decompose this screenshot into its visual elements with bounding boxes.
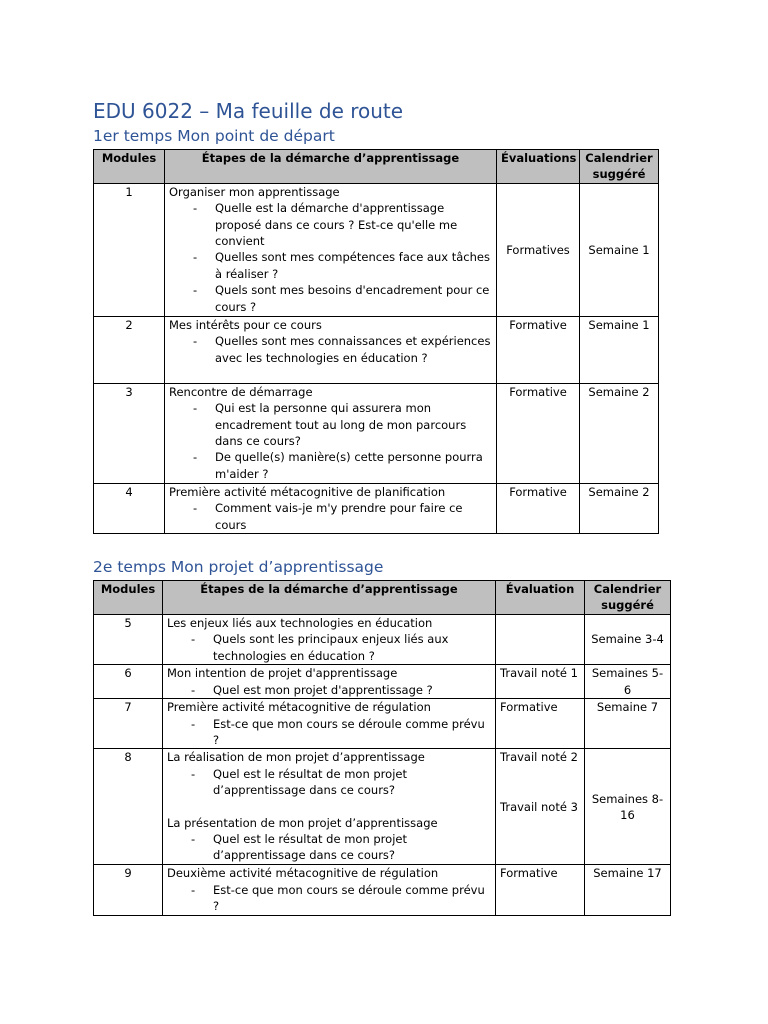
question-list bbox=[167, 682, 491, 698]
module-number: 6 bbox=[94, 665, 163, 699]
evaluation-cell: Formative bbox=[497, 316, 580, 383]
list-item: - De quelle(s) manière(s) cette personne pourra m'aider ? bbox=[215, 449, 492, 482]
list-item: - Quelles sont mes connaissances et expériences avec les technologies en éducation ? bbox=[215, 333, 492, 366]
header-evaluation: Évaluations bbox=[497, 150, 580, 184]
table-row bbox=[94, 383, 659, 483]
step-title: Deuxième activité métacognitive de régulation bbox=[167, 866, 439, 881]
step-title: Rencontre de démarrage bbox=[169, 384, 313, 399]
step-title: Mon intention de projet d'apprentissage bbox=[167, 666, 398, 681]
table-header-row bbox=[94, 150, 659, 184]
evaluation-cell: Travail noté 1 bbox=[496, 665, 585, 699]
module-number: 4 bbox=[94, 483, 165, 533]
list-item: - Est-ce que mon cours se déroule comme prévu ? bbox=[213, 716, 491, 749]
calendar-cell: Semaine 3-4 bbox=[585, 615, 671, 665]
header-modules: Modules bbox=[94, 150, 165, 184]
step-cell bbox=[163, 865, 496, 915]
table-row bbox=[94, 183, 659, 316]
evaluation-cell: Formative bbox=[496, 699, 585, 749]
module-number: 2 bbox=[94, 316, 165, 383]
question-list bbox=[169, 500, 492, 533]
table-row bbox=[94, 865, 671, 915]
calendar-cell: Semaine 1 bbox=[580, 183, 659, 316]
step-cell bbox=[163, 749, 496, 865]
step-cell bbox=[163, 665, 496, 699]
module-number: 3 bbox=[94, 383, 165, 483]
list-item: - Qui est la personne qui assurera mon encadrement tout au long de mon parcours dans ce cours? bbox=[215, 400, 492, 449]
calendar-cell: Semaines 5-6 bbox=[585, 665, 671, 699]
question-list bbox=[167, 631, 491, 664]
list-item: - Quel est le résultat de mon projet d’apprentissage dans ce cours? bbox=[213, 831, 491, 864]
evaluation-cell bbox=[496, 749, 585, 865]
step-title: La présentation de mon projet d’apprentissage bbox=[167, 815, 438, 830]
evaluation-cell: Formatives bbox=[497, 183, 580, 316]
list-item: - Quel est le résultat de mon projet d’apprentissage dans ce cours? bbox=[213, 766, 491, 799]
header-steps: Étapes de la démarche d’apprentissage bbox=[165, 150, 497, 184]
question-list bbox=[169, 200, 492, 315]
section2-heading: 2e temps Mon projet d’apprentissage bbox=[93, 558, 384, 576]
evaluation-cell: Formative bbox=[497, 383, 580, 483]
header-modules: Modules bbox=[94, 581, 163, 615]
table-header-row bbox=[94, 581, 671, 615]
header-evaluation: Évaluation bbox=[496, 581, 585, 615]
calendar-cell: Semaine 2 bbox=[580, 383, 659, 483]
step-title: Première activité métacognitive de planification bbox=[169, 484, 446, 499]
list-item: - Quel est mon projet d'apprentissage ? bbox=[213, 682, 491, 698]
step-cell bbox=[165, 483, 497, 533]
list-item: - Quelle est la démarche d'apprentissage proposé dans ce cours ? Est-ce qu'elle me convient bbox=[215, 200, 492, 249]
page-title: EDU 6022 – Ma feuille de route bbox=[93, 99, 404, 123]
table-row bbox=[94, 665, 671, 699]
step-title: Organiser mon apprentissage bbox=[169, 184, 340, 199]
list-item: - Quels sont les principaux enjeux liés aux technologies en éducation ? bbox=[213, 631, 491, 664]
calendar-cell: Semaine 2 bbox=[580, 483, 659, 533]
step-title: Première activité métacognitive de régulation bbox=[167, 700, 431, 715]
question-list bbox=[169, 400, 492, 482]
list-item: - Quels sont mes besoins d'encadrement pour ce cours ? bbox=[215, 282, 492, 315]
roadmap-table-1 bbox=[93, 149, 659, 534]
list-item: - Est-ce que mon cours se déroule comme prévu ? bbox=[213, 882, 491, 915]
section1-heading: 1er temps Mon point de départ bbox=[93, 127, 335, 145]
module-number: 8 bbox=[94, 749, 163, 865]
header-calendar: Calendrier suggéré bbox=[580, 150, 659, 184]
module-number: 5 bbox=[94, 615, 163, 665]
step-cell bbox=[165, 316, 497, 383]
list-item: - Comment vais-je m'y prendre pour faire ce cours bbox=[215, 500, 492, 533]
calendar-cell: Semaine 17 bbox=[585, 865, 671, 915]
step-title: La réalisation de mon projet d’apprentissage bbox=[167, 750, 425, 765]
step-title: Les enjeux liés aux technologies en éducation bbox=[167, 616, 433, 630]
table-row bbox=[94, 483, 659, 533]
step-cell bbox=[165, 183, 497, 316]
calendar-cell: Semaine 7 bbox=[585, 699, 671, 749]
list-item: - Quelles sont mes compétences face aux tâches à réaliser ? bbox=[215, 249, 492, 282]
header-calendar: Calendrier suggéré bbox=[585, 581, 671, 615]
question-list bbox=[167, 831, 491, 864]
calendar-cell: Semaines 8-16 bbox=[585, 749, 671, 865]
question-list bbox=[167, 766, 491, 799]
step-cell bbox=[163, 615, 496, 665]
evaluation-cell: Formative bbox=[497, 483, 580, 533]
evaluation-cell: Formative bbox=[496, 865, 585, 915]
question-list bbox=[167, 716, 491, 749]
evaluation-value: Travail noté 3 bbox=[500, 799, 578, 814]
table-row bbox=[94, 615, 671, 665]
step-title: Mes intérêts pour ce cours bbox=[169, 317, 322, 332]
calendar-cell: Semaine 1 bbox=[580, 316, 659, 383]
module-number: 7 bbox=[94, 699, 163, 749]
step-cell bbox=[163, 699, 496, 749]
evaluation-cell bbox=[496, 615, 585, 665]
roadmap-table-2 bbox=[93, 580, 671, 916]
table-row bbox=[94, 749, 671, 865]
question-list bbox=[169, 333, 492, 366]
module-number: 9 bbox=[94, 865, 163, 915]
module-number: 1 bbox=[94, 183, 165, 316]
header-steps: Étapes de la démarche d’apprentissage bbox=[163, 581, 496, 615]
table-row bbox=[94, 699, 671, 749]
evaluation-value: Travail noté 2 bbox=[500, 750, 578, 765]
step-cell bbox=[165, 383, 497, 483]
table-row bbox=[94, 316, 659, 383]
question-list bbox=[167, 882, 491, 915]
